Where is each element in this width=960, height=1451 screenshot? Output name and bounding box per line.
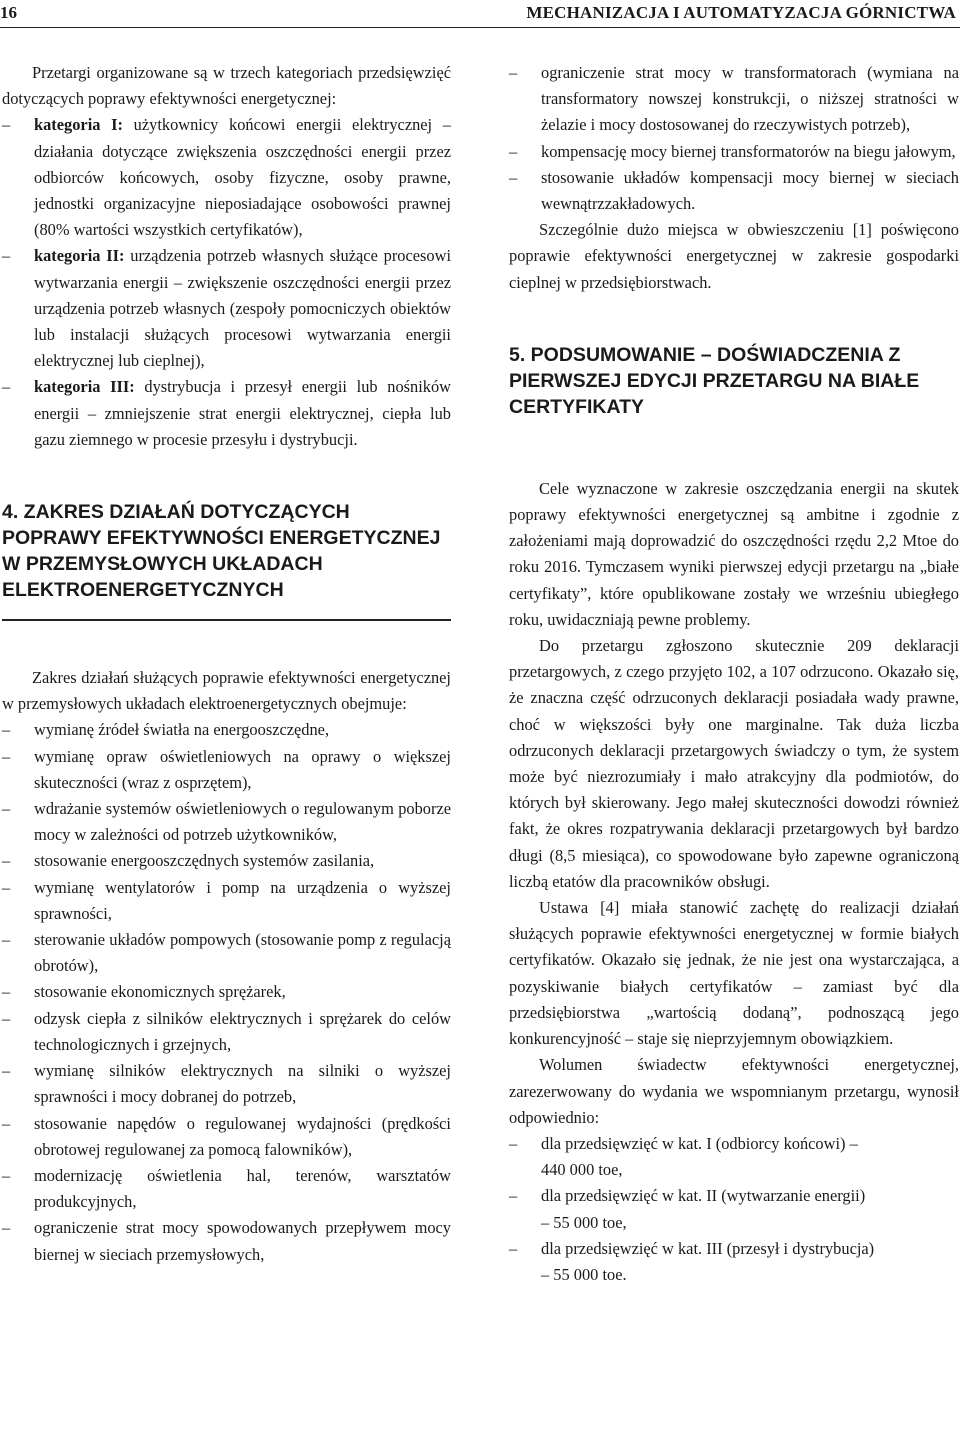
measure-item (2, 717, 451, 743)
category-label: kategoria I: (34, 115, 123, 135)
category-label: kategoria II: (34, 246, 125, 266)
dash-bullet: – (509, 1133, 518, 1153)
dash-bullet: – (2, 930, 11, 950)
measure-item-text: wdrażanie systemów oświetleniowych o regulowanym poborze mocy w zależności od potrzeb użytkowników, (34, 799, 451, 845)
volume-value: 440 000 toe, (541, 1160, 623, 1180)
section-4-intro: Zakres działań służących poprawie efektywności energetycznej w przemysłowych układach elektroenergetycznych obejmuje: (2, 668, 451, 714)
measure-item (2, 927, 451, 979)
dash-bullet: – (2, 982, 11, 1002)
measure-item-text: stosowanie ekonomicznych sprężarek, (34, 982, 286, 1002)
measure-item (2, 744, 451, 796)
measure-item-text: ograniczenie strat mocy spowodowanych przepływem mocy biernej w sieciach przemysłowych, (34, 1218, 451, 1264)
volume-item (509, 1236, 959, 1288)
measure-item (509, 139, 959, 165)
measures-list-continued (509, 60, 959, 217)
dash-bullet: – (509, 167, 518, 187)
volume-item-text: dla przedsięwzięć w kat. II (wytwarzanie energii) (541, 1186, 866, 1206)
volume-value: – 55 000 toe. (541, 1264, 627, 1284)
measure-item (2, 1058, 451, 1110)
measure-item-text: stosowanie energooszczędnych systemów zasilania, (34, 851, 375, 871)
section-4-heading: 4. ZAKRES DZIAŁAŃ DOTYCZĄCYCH POPRAWY EFEKTYWNOŚCI ENERGETYCZNEJ W PRZEMYSŁOWYCH UKŁADACH ELEKTROENERGETYCZNYCH (2, 501, 441, 602)
measures-list (2, 717, 451, 1267)
paragraph-4: Wolumen świadectw efektywności energetycznej, zarezerwowany do wydania we wspomnianym przetargu, wynosił odpowiednio: (509, 1055, 959, 1127)
special-paragraph: Szczególnie dużo miejsca w obwieszczeniu [1] poświęcono poprawie efektywności energetycznej w zakresie gospodarki cieplnej w przedsiębiorstwach. (509, 220, 959, 292)
measure-item-text: kompensację mocy biernej transformatorów na biegu jałowym, (541, 141, 956, 161)
volume-value: – 55 000 toe, (541, 1212, 627, 1232)
right-column (509, 60, 959, 1288)
journal-title: MECHANIZACJA I AUTOMATYZACJA GÓRNICTWA (526, 3, 956, 22)
dash-bullet: – (2, 115, 11, 135)
page-header (0, 0, 960, 26)
dash-bullet: – (2, 799, 11, 819)
measure-item-text: wymianę opraw oświetleniowych na oprawy o większej skuteczności (wraz z osprzętem), (34, 746, 451, 792)
measure-item-text: ograniczenie strat mocy w transformatorach (wymiana na transformatory nowszej konstrukcji, o niższej stratności w żelazie i mocy dostosowanej do rzeczywistych potrzeb), (541, 63, 959, 135)
measure-item-text: modernizację oświetlenia hal, terenów, warsztatów produkcyjnych, (34, 1165, 451, 1212)
measure-item (2, 979, 451, 1005)
dash-bullet: – (2, 377, 11, 397)
volumes-list (509, 1131, 959, 1288)
dash-bullet: – (2, 1165, 11, 1185)
measure-item-text: odzysk ciepła z silników elektrycznych i sprężarek do celów technologicznych i grzejnych, (34, 1008, 451, 1054)
measure-item-text: wymianę źródeł światła na energooszczędne, (34, 720, 330, 740)
volume-item (509, 1183, 959, 1235)
volume-item (509, 1131, 959, 1183)
measure-item (2, 796, 451, 848)
left-column (2, 60, 451, 1268)
dash-bullet: – (2, 1061, 11, 1081)
measure-item (509, 165, 959, 217)
category-text: urządzenia potrzeb własnych służące procesowi wytwarzania energii – zwiększenie oszczędności energii przez urządzenia potrzeb własnych (zespoły pomocniczych obiektów lub instalacji służących procesowi wytwarzania energii elektrycznej lub cieplnej), (34, 246, 451, 371)
dash-bullet: – (2, 246, 11, 266)
paragraph-1: Cele wyznaczone w zakresie oszczędzania energii na skutek poprawy efektywności energetycznej są ambitne i zgodnie z założeniami mają doprowadzić do oszczędności rzędu 2,2 Mtoe do roku 2016. Tymczasem wyniki pierwszej edycji przetargu na „białe certyfikaty”, które opublikowane zostały we wrześniu ubiegłego roku, uwidaczniają pewne problemy. (509, 478, 959, 629)
measure-item-text: wymianę silników elektrycznych na silniki o wyższej sprawności i mocy dobranej do potrzeb, (34, 1061, 451, 1107)
measure-item-text: stosowanie układów kompensacji mocy biernej w sieciach wewnątrzzakładowych. (541, 167, 959, 214)
section-5-heading: 5. PODSUMOWANIE – DOŚWIADCZENIA Z PIERWSZEJ EDYCJI PRZETARGU NA BIAŁE CERTYFIKATY (509, 343, 920, 418)
measure-item (2, 875, 451, 927)
paragraph-3: Ustawa [4] miała stanowić zachętę do realizacji działań służących poprawie efektywności energetycznej w formie białych certyfikatów. Okazało się jednak, że nie jest ona wystarczająca, a pozyskiwanie białych certyfikatów – zamiast być dla przedsiębiorstwa „wartością dodaną”, podnoszącą jego konkurencyjność – staje się nieprzyjemnym obowiązkiem. (509, 898, 959, 1049)
dash-bullet: – (509, 141, 518, 161)
dash-bullet: – (2, 877, 11, 897)
measure-item (2, 1006, 451, 1058)
measure-item-text: wymianę wentylatorów i pomp na urządzenia o wyższej sprawności, (34, 877, 451, 923)
dash-bullet: – (2, 1113, 11, 1133)
measure-item (2, 1163, 451, 1215)
dash-bullet: – (2, 746, 11, 766)
dash-bullet: – (509, 1238, 518, 1258)
volume-item-text: dla przedsięwzięć w kat. I (odbiorcy końcowi) – (541, 1133, 858, 1153)
paragraph-2: Do przetargu zgłoszono skutecznie 209 deklaracji przetargowych, z czego przyjęto 102, a 107 odrzucono. Okazało się, że znaczna część odrzuconych deklaracji posiadała wady prawne, choć w większości były one marginalne. Tak duża liczba odrzuconych deklaracji przetargowych świadczy o tym, że system może być niezrozumiały i mało atrakcyjny dla podmiotów, do których był skierowany. Jego małej skuteczności dowodzi również fakt, że okres rozpatrywania deklaracji przetargowych był bardzo długi (8,5 miesiąca), co spowodowane było zapewne ograniczoną liczbą etatów dla pracowników obsługi. (509, 636, 959, 891)
measure-item (509, 60, 959, 139)
measure-item-text: sterowanie układów pompowych (stosowanie pomp z regulacją obrotów), (34, 930, 451, 976)
page-number: 16 (0, 3, 17, 22)
dash-bullet: – (2, 851, 11, 871)
category-text: użytkownicy końcowi energii elektrycznej – działania dotyczące zwiększenia oszczędności energii przez odbiorców końcowych, osoby fizyczne, osoby prawne, jednostki organizacyjne nieposiadające osobowości prawnej (80% wartości wszystkich certyfikatów), (34, 115, 451, 240)
volume-item-text: dla przedsięwzięć w kat. III (przesył i dystrybucja) (541, 1238, 875, 1258)
dash-bullet: – (509, 1186, 518, 1206)
dash-bullet: – (509, 63, 518, 82)
measure-item (2, 848, 451, 874)
category-item (2, 243, 451, 374)
measure-item-text: stosowanie napędów o regulowanej wydajności (prędkości obrotowej regulowanej za pomocą falowników), (34, 1113, 451, 1159)
dash-bullet: – (2, 720, 11, 740)
header-divider (0, 27, 960, 28)
category-item (2, 374, 451, 453)
intro-paragraph: Przetargi organizowane są w trzech kategoriach przedsięwzięć dotyczących poprawy efektywności energetycznej: (2, 63, 451, 109)
dash-bullet: – (2, 1008, 11, 1028)
category-item (2, 112, 451, 243)
dash-bullet: – (2, 1218, 11, 1238)
measure-item (2, 1111, 451, 1163)
category-label: kategoria III: (34, 377, 135, 397)
measure-item (2, 1215, 451, 1267)
category-text: dystrybucja i przesył energii lub nośników energii – zmniejszenie strat energii elektrycznej, ciepła lub gazu ziemnego w procesie przesyłu i dystrybucji. (34, 377, 452, 449)
